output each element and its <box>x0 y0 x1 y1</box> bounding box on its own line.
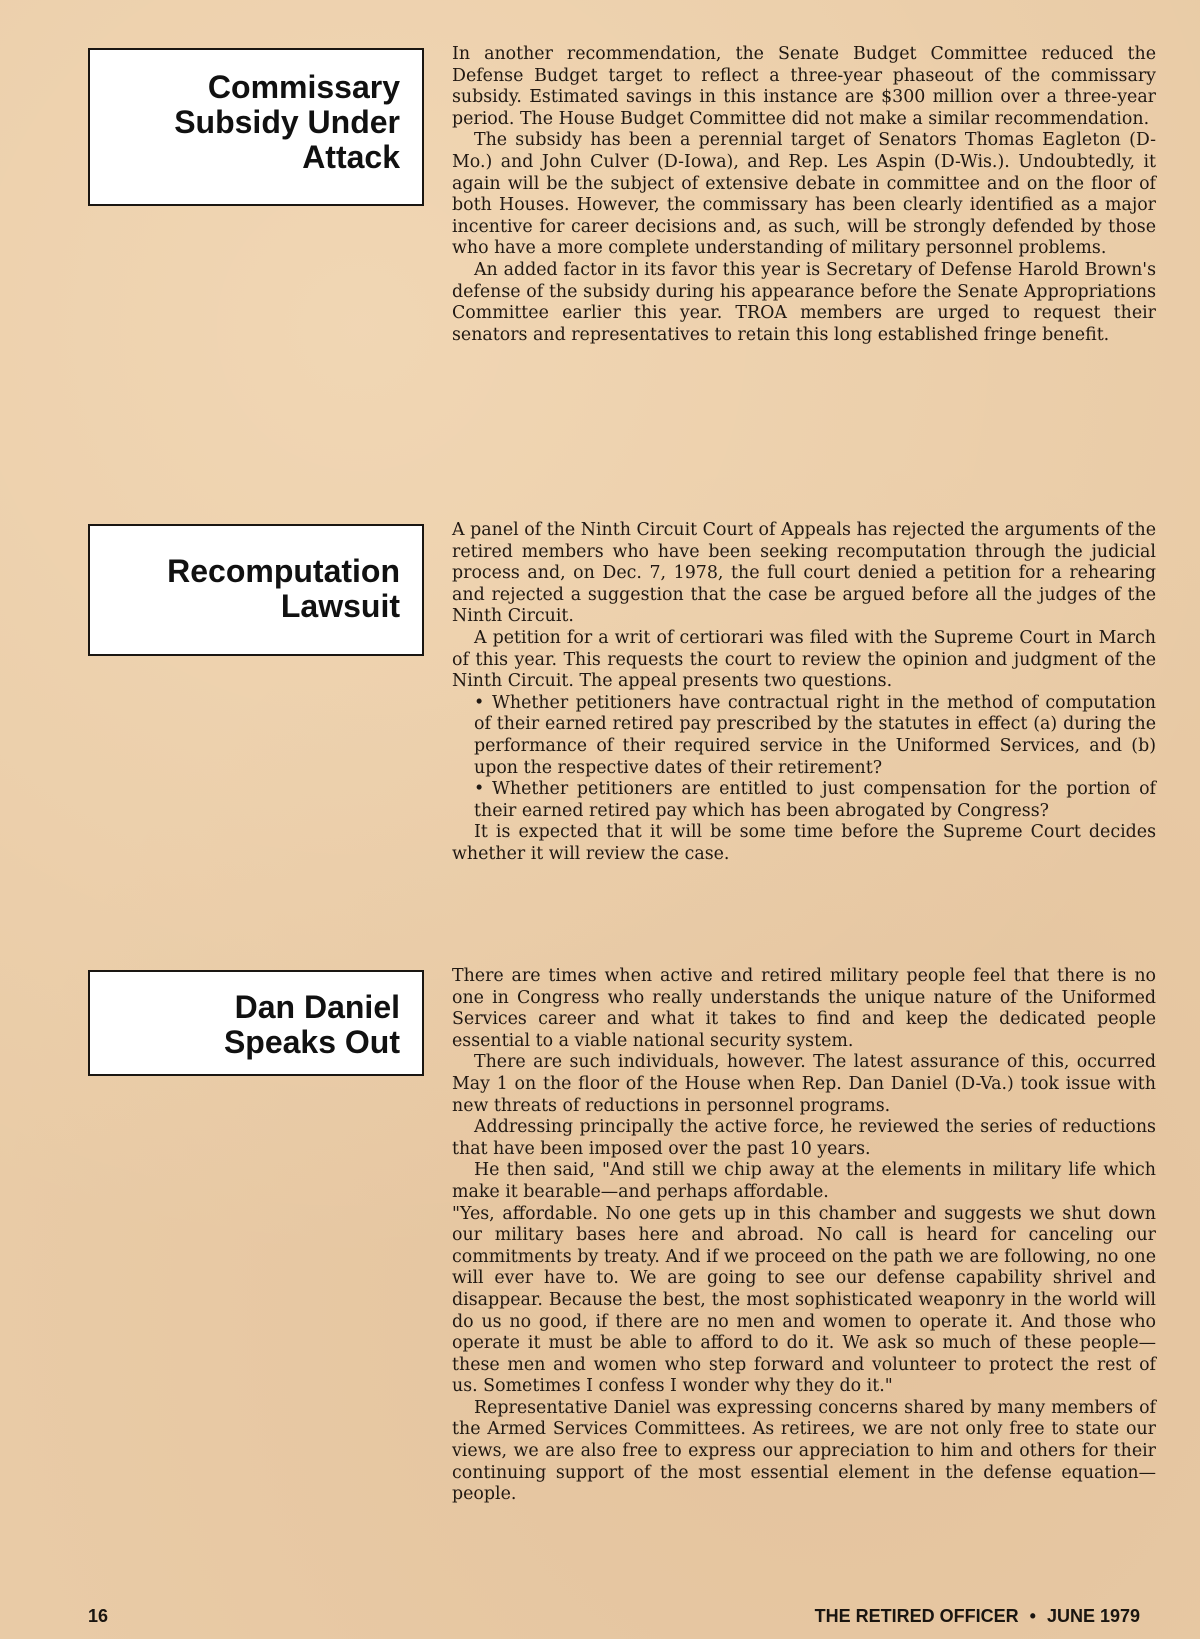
paragraph: A panel of the Ninth Circuit Court of Appeals has rejected the arguments of the retired members who have been seeking recomputation through the judicial process and, on Dec. 7, 1978, the full court denied a petition for a rehearing and rejected a suggestion that the case be argued before all the judges of the Ninth Circuit. <box>452 520 1156 627</box>
issue-date: JUNE 1979 <box>1046 1606 1140 1626</box>
heading-line: Subsidy Under <box>174 104 400 140</box>
heading-line: Speaks Out <box>223 1024 400 1060</box>
page-number: 16 <box>88 1606 109 1626</box>
paragraph: Representative Daniel was expressing concerns shared by many members of the Armed Services Committees. As retirees, we are not only free to state our views, we are also free to express our appreciation to him and others for their continuing support of the most essential element in the defense equation—people. <box>452 1397 1156 1505</box>
paragraph: "Yes, affordable. No one gets up in this chamber and suggests we shut down our military bases here and abroad. No call is heard for canceling our commitments by treaty. And if we proceed on the path we are following, no one will ever have to. We are going to see our defense capability shrivel and disappear. Because the best, the most sophisticated weaponry in the world will do us no good, if there are no men and women to operate it. And those who operate it must be able to afford to do it. We ask so much of these people—these men and women who step forward and volunteer to protect the rest of us. Sometimes I confess I wonder why they do it." <box>452 1203 1156 1397</box>
bullet-item <box>452 779 1156 822</box>
paragraph: He then said, "And still we chip away at the elements in military life which make it bearable—and perhaps affordable. <box>452 1160 1156 1202</box>
paragraph: In another recommendation, the Senate Budget Committee reduced the Defense Budget target to reflect a three-year phaseout of the commissary subsidy. Estimated savings in this instance are $300 million over a three-year period. The House Budget Committee did not make a similar recommendation. <box>452 44 1156 129</box>
paragraph: A petition for a writ of certiorari was filed with the Supreme Court in March of this year. This requests the court to review the opinion and judgment of the Ninth Circuit. The appeal presents two questions. <box>452 627 1156 692</box>
paragraph: The subsidy has been a perennial target of Senators Thomas Eagleton (D-Mo.) and John Culver (D-Iowa), and Rep. Les Aspin (D-Wis.). Undoubtedly, it again will be the subject of extensive debate in committee and on the floor of both Houses. However, the commissary has been clearly identified as a major incentive for career decisions and, as such, will be strongly defended by those who have a more complete understanding of military personnel problems. <box>452 130 1156 259</box>
heading-line: Recomputation <box>167 553 400 589</box>
paragraph: Addressing principally the active force, he reviewed the series of reductions that have been imposed over the past 10 years. <box>452 1117 1156 1159</box>
heading-line: Dan Daniel <box>234 989 400 1025</box>
heading-dan-daniel <box>88 970 424 1076</box>
article-commissary-subsidy <box>452 44 1156 346</box>
bullet-icon: • <box>474 779 485 800</box>
heading-commissary-subsidy <box>88 48 424 206</box>
bullet-text: Whether petitioners are entitled to just compensation for the portion of their earned retired pay which has been abrogated by Congress? <box>474 779 1156 821</box>
article-recomputation-lawsuit <box>452 520 1156 866</box>
publication-title: THE RETIRED OFFICER <box>814 1606 1019 1626</box>
heading-recomputation-lawsuit <box>88 524 424 656</box>
paragraph: There are times when active and retired military people feel that there is no one in Congress who really understands the unique nature of the Uniformed Services career and what it takes to find and keep the dedicated people essential to a viable national security system. <box>452 966 1156 1051</box>
bullet-text: Whether petitioners have contractual right in the method of computation of their earned retired pay prescribed by the statutes in effect (a) during the performance of their required service in the Uniformed Services, and (b) upon the respective dates of their retirement? <box>474 692 1156 778</box>
article-dan-daniel <box>452 966 1156 1506</box>
footer-separator: • <box>1029 1606 1036 1626</box>
paragraph: It is expected that it will be some time before the Supreme Court decides whether it will review the case. <box>452 822 1156 864</box>
running-footer <box>815 1606 1140 1627</box>
paragraph: There are such individuals, however. The latest assurance of this, occurred May 1 on the floor of the House when Rep. Dan Daniel (D-Va.) took issue with new threats of reductions in personnel programs. <box>452 1052 1156 1116</box>
heading-line: Lawsuit <box>280 588 400 624</box>
heading-line: Commissary <box>207 69 400 105</box>
heading-line: Attack <box>302 139 400 175</box>
bullet-icon: • <box>474 692 485 713</box>
bullet-item <box>452 693 1156 779</box>
paragraph: An added factor in its favor this year is Secretary of Defense Harold Brown's defense of the subsidy during his appearance before the Senate Appropriations Committee earlier this year. TROA members are urged to request their senators and representatives to retain this long established fringe benefit. <box>452 259 1156 345</box>
